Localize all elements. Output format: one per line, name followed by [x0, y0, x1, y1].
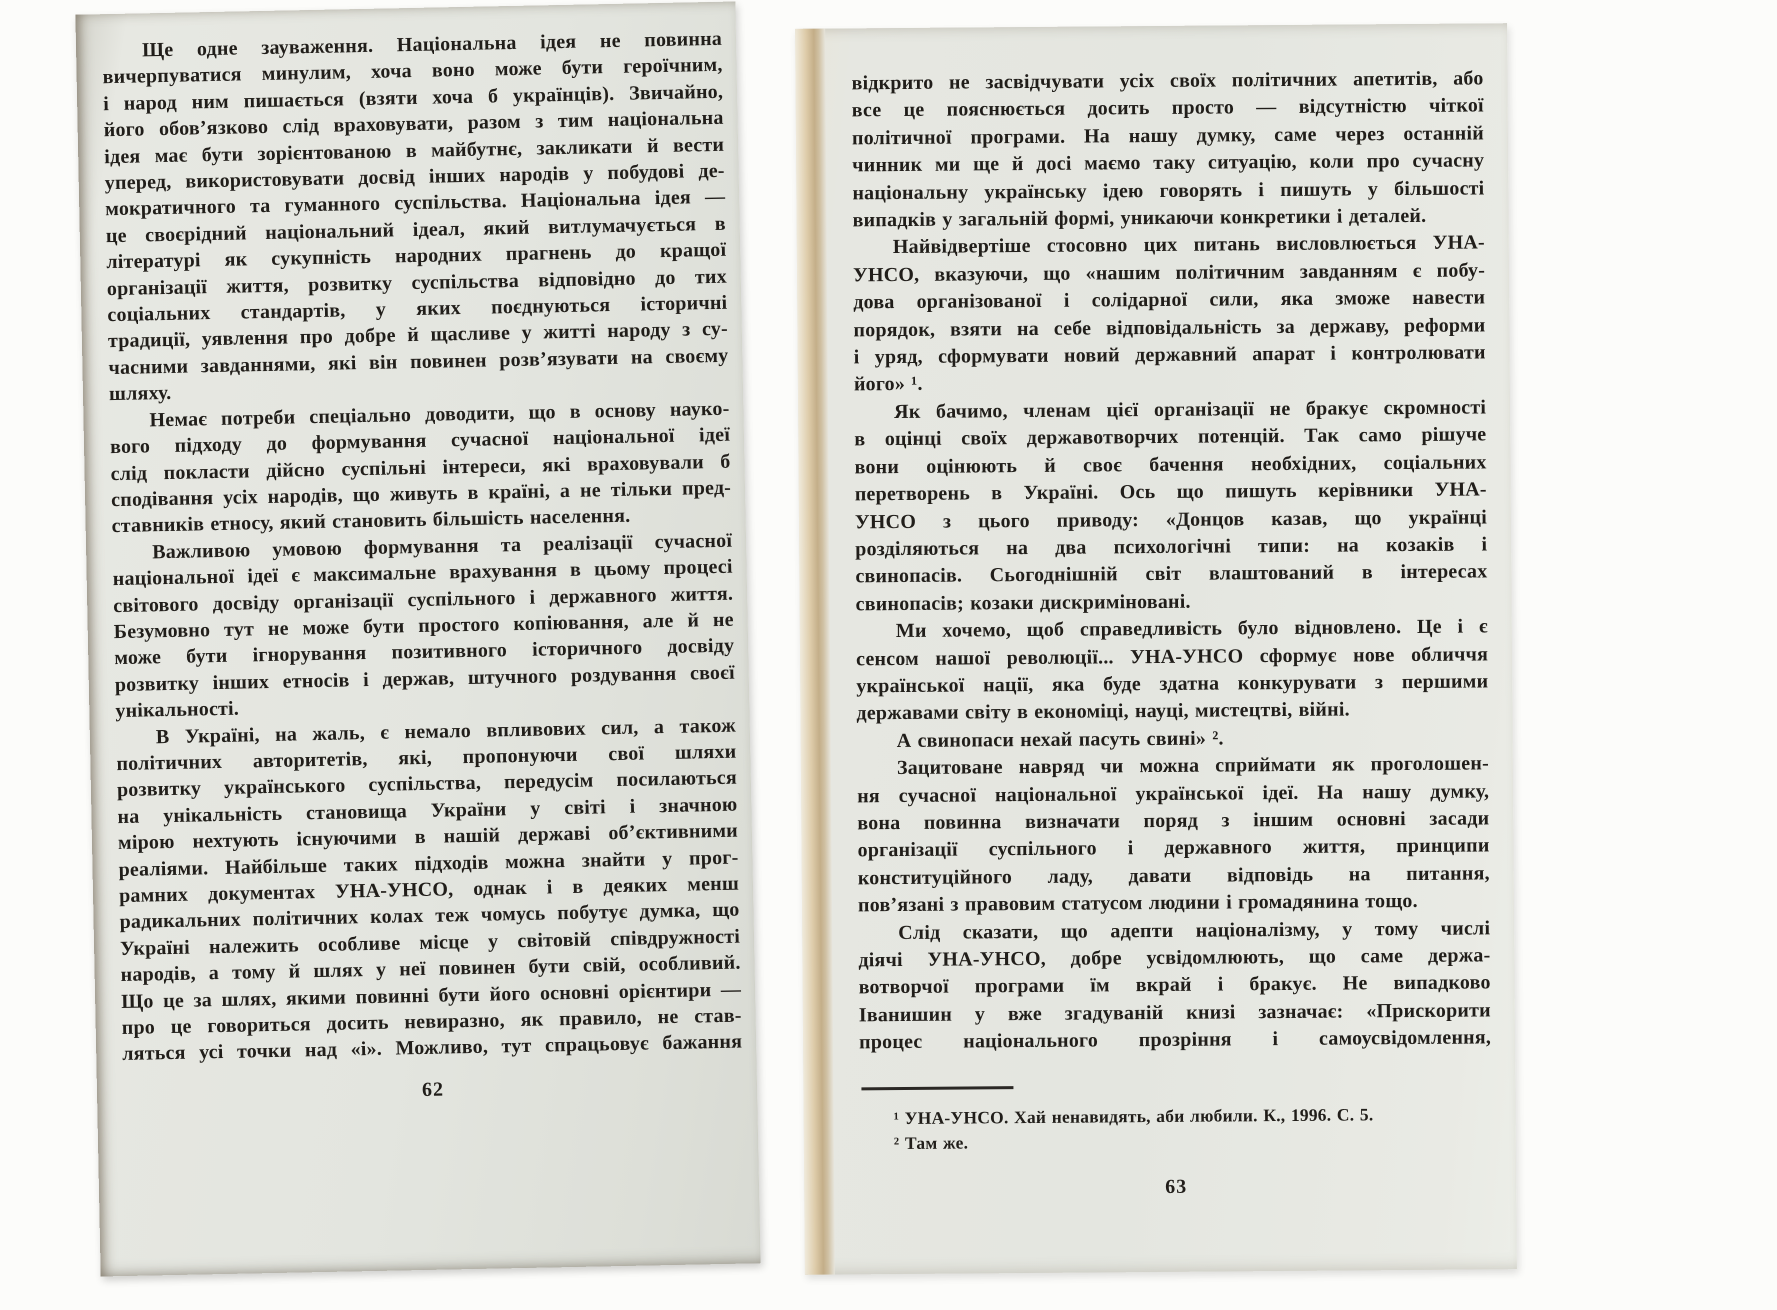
text-line: політичної програми. На нашу думку, саме через останній	[851, 122, 1485, 150]
book-page-62	[75, 2, 760, 1277]
page-63-footnotes	[860, 1101, 1492, 1156]
text-line: свинопасів; козаки дискриміновані.	[855, 590, 1191, 616]
text-line: розвитку українського суспільства, передусім посилаються	[116, 767, 738, 802]
text-line: конституційного ладу, давати відповідь на питання,	[857, 862, 1490, 890]
text-line: в оцінці своїх державотворчих потенцій. Так само рішуче	[854, 423, 1487, 451]
text-line: і уряд, сформувати новий державний апарат і контролювати	[853, 341, 1486, 369]
text-line: вотворчої програми їм вкрай і бракує. Не випадково	[858, 971, 1491, 999]
text-line: розділяються на два психологічні типи: на козаків і	[855, 533, 1488, 561]
text-line: рамних документах УНА-УНСО, однак і в деяких менш	[118, 872, 740, 908]
text-line: розвитку інших етносів і держав, штучного роздування своєї	[114, 661, 735, 696]
text-line: Слід сказати, що адепти націоналізму, у тому числі	[898, 916, 1491, 944]
text-line: Важливою умовою формування та реалізації сучасної	[151, 529, 733, 564]
text-line: перетворень в Україні. Ось що пишуть керівники УНА-	[854, 478, 1487, 506]
page-number-63: 63	[1165, 1175, 1188, 1198]
text-line: А свинопаси нехай пасуть свині» ².	[896, 727, 1224, 752]
text-line: державами світу в економіці, науці, мистецтві, війні.	[856, 698, 1350, 725]
text-line: національну українську ідею говорять і пишуть у більшості	[852, 177, 1485, 204]
text-line: Ще одне зауваження. Національна ідея не повинна	[141, 27, 723, 62]
text-line: мократичного та гуманного суспільства. Національна ідея —	[105, 186, 726, 221]
text-line: мірою нехтують існуючими в нашій державі об’єктивними	[117, 819, 739, 855]
footnote-separator	[861, 1086, 1013, 1090]
text-line: може бути ігнорування позитивного історичного досвіду	[114, 635, 735, 670]
text-line: радикальних політичних колах теж чомусь побутує думка, що	[119, 899, 740, 934]
text-line: Що це за шлях, якими повинні бути його основні орієнтири —	[120, 978, 742, 1013]
text-line: Україні належить особливе місце у світовій співдружності	[119, 925, 741, 960]
text-line: Зацитоване навряд чи можна сприймати як проголошен-	[896, 752, 1489, 780]
text-line: ня сучасної національної української ідеї. На нашу думку,	[857, 779, 1490, 807]
text-line: літературі як сукупність народних прагнень до кращої	[106, 238, 727, 274]
text-line: ² Там же.	[893, 1132, 969, 1153]
text-line: часними завданнями, які він повинен розв’язувати на своєму	[108, 344, 729, 380]
text-line: пов’язані з правовим статусом людини і громадянина тощо.	[857, 890, 1418, 917]
text-line: порядок, взяти на себе відповідальність за державу, реформи	[853, 314, 1486, 342]
text-line: вона повинна визначати поряд з іншим основні засади	[857, 807, 1490, 835]
page-63-text	[851, 65, 1491, 1057]
text-line: про це говориться досить невиразно, як правило, не став-	[121, 1004, 742, 1040]
text-line: традиції, уявлення про добре й щасливе у житті народу з су-	[107, 318, 729, 353]
text-line: народів, а тому й шлях у неї повинен бути свій, особливий.	[120, 951, 741, 987]
text-line: УНСО з цього приводу: «Донцов казав, що українці	[854, 505, 1488, 533]
text-line: світового досвіду організації суспільного і державного життя.	[113, 582, 734, 617]
text-line: дова організованої і солідарної сили, яка зможе навести	[853, 286, 1486, 314]
text-line: уперед, використовувати досвід інших народів у побудові де-	[104, 159, 725, 195]
text-line: УНСО, вказуючи, що «нашим політичним завданням є побу-	[852, 259, 1486, 287]
text-line: свинопасів. Сьогоднішній світ влаштований в інтересах	[855, 560, 1488, 588]
text-line: Ми хочемо, щоб справедливість було відновлено. Це і є	[895, 615, 1488, 643]
text-line: чинник ми ще й досі маємо таку ситуацію, коли про сучасну	[852, 149, 1485, 177]
text-line: В Україні, на жаль, є немало впливових сил, а також	[155, 714, 737, 748]
text-line: реаліями. Найбільше таких підходів можна знайти у прог-	[118, 846, 739, 881]
text-line: унікальності.	[115, 697, 240, 723]
text-line: все це пояснюється досить просто — відсутністю чіткої	[851, 94, 1484, 122]
text-line: його» ¹.	[853, 373, 923, 396]
text-line: випадків у загальній формі, уникаючи конкретики і деталей.	[852, 204, 1427, 232]
text-line: національної ідеї є максимальне врахування в цьому процесі	[112, 555, 733, 591]
text-line: його обов’язково слід враховувати, разом з тим національна	[103, 106, 724, 142]
text-line: сподівання усіх народів, що живуть в країні, а не тільки пред-	[110, 476, 732, 512]
page-62-text	[102, 26, 743, 1068]
spine-page-edge	[795, 29, 835, 1275]
text-line: слід покласти дійсно суспільні інтереси, які враховували б	[110, 450, 731, 485]
text-line: української нації, яка буде здатна конкурувати з першими	[856, 670, 1489, 698]
book-page-63	[795, 23, 1517, 1275]
text-line: вого підходу до формування сучасної національної ідеї	[109, 423, 731, 459]
text-line: Найвідвертіше стосовно цих питань висловлюється УНА-	[892, 231, 1485, 259]
text-line: шляху.	[108, 382, 172, 406]
text-line: на унікальність становища України у світі і значною	[117, 793, 738, 828]
text-line: соціальних стандартів, у яких поєднуються історичні	[107, 291, 728, 327]
text-line: і народ ним пишається (взяти хоча б українців). Звичайно,	[102, 80, 724, 116]
page-number-62: 62	[421, 1078, 445, 1101]
text-line: сенсом нашої революції... УНА-УНСО сформує нове обличчя	[855, 642, 1489, 670]
text-line: процес національного прозріння і самоусвідомлення,	[858, 1026, 1492, 1054]
text-line: організації життя, розвитку суспільства відповідно до тих	[106, 265, 728, 300]
text-line: діячі УНА-УНСО, добре усвідомлюють, що саме держа-	[858, 944, 1491, 972]
text-line: ляться усі точки над «і». Можливо, тут спрацьовує бажання	[122, 1031, 743, 1066]
text-line: відкрито не засвідчувати усіх своїх політичних апетитів, або	[851, 67, 1484, 95]
text-line: Немає потреби спеціально доводити, що в основу науко-	[149, 397, 730, 432]
text-line: ¹ УНА-УНСО. Хай ненавидять, аби любили. К., 1996. С. 5.	[893, 1103, 1374, 1128]
text-line: це своєрідний національний ідеал, який витлумачується в	[105, 212, 726, 248]
text-line: ставників етносу, який становить більшість населення.	[111, 505, 631, 538]
text-line: Безумовно тут не може бути простого копіювання, але й не	[113, 608, 734, 644]
text-line: організації суспільного і державного життя, принципи	[857, 834, 1490, 862]
text-line: політичних авторитетів, які, пропонуючи свої шляхи	[116, 740, 737, 776]
text-line: Іванишин у вже згадуваній книзі зазначає: «Прискорити	[858, 999, 1491, 1027]
text-line: Як бачимо, членам цієї організації не бракує скромності	[894, 396, 1487, 423]
text-line: вони оцінюють й своє бачення необхідних, соціальних	[854, 451, 1487, 479]
text-line: ідея має бути зорієнтованою в майбутнє, закликати й вести	[104, 133, 725, 168]
text-line: вичерпуватися минулим, хоча воно може бути героїчним,	[102, 54, 723, 89]
